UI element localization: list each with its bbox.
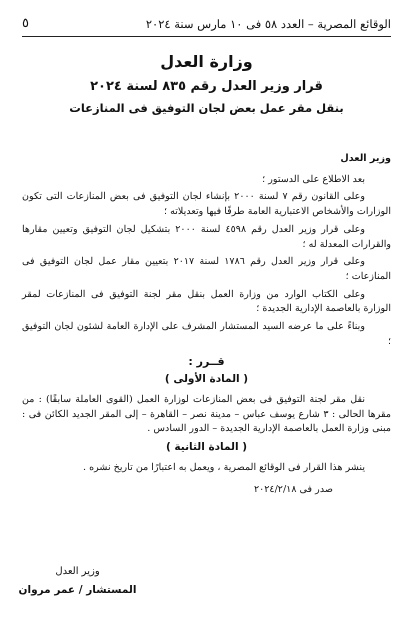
signature-role: وزير العدل xyxy=(55,566,100,577)
page-header xyxy=(22,12,391,37)
signature-block xyxy=(0,562,155,600)
gazette-title: الوقائع المصرية – العدد ٥٨ فى ١٠ مارس سنة ٢٠٢٤ xyxy=(145,17,391,31)
ministry-heading: وزارة العدل xyxy=(160,52,253,71)
decree-title: قرار وزير العدل رقم ٨٣٥ لسنة ٢٠٢٤ xyxy=(90,79,323,94)
article-1-text: نقل مقر لجنة التوفيق فى بعض المنازعات لوزارة العمل (القوى العاملة سابقًا) : من مقرها الحالى : ٣ شارع يوسف عباس – مدينة نصر – القاهرة – إلى المقر الجديد الكائن فى : مبنى وزارة العمل بالعاصمة الإدارية الجديدة – الدور السادس . xyxy=(22,393,391,435)
preamble-paragraph: وعلى قرار وزير العدل رقم ٤٥٩٨ لسنة ٢٠٠٠ بتشكيل لجان التوفيق وتعيين مقارها والقرارات المعدلة له ؛ xyxy=(22,223,391,250)
preamble-paragraph: بعد الاطلاع على الدستور ؛ xyxy=(262,173,365,185)
decree-titles xyxy=(0,48,413,118)
decided-heading: قــرر : xyxy=(188,355,225,369)
issued-date: صدر فى ٢٠٢٤/٢/١٨ xyxy=(253,484,333,496)
preamble-paragraph: وعلى قرار وزير العدل رقم ١٧٨٦ لسنة ٢٠١٧ بتعيين مقار عمل لجان التوفيق فى المنازعات ؛ xyxy=(22,256,391,282)
preamble-paragraph: وبناءً على ما عرضه السيد المستشار المشرف على الإدارة العامة لشئون لجان التوفيق ؛ xyxy=(22,321,391,347)
signature-name: المستشار / عمر مروان xyxy=(18,584,137,596)
article-2-heading: ( المادة الثانية ) xyxy=(165,440,248,453)
article-2-text: ينشر هذا القرار فى الوقائع المصرية ، ويعمل به اعتبارًا من تاريخ نشره . xyxy=(82,461,365,473)
issuer-label: وزير العدل xyxy=(340,153,391,164)
page-number: ٥ xyxy=(22,16,29,31)
preamble-paragraph: وعلى الكتاب الوارد من وزارة العمل بنقل مقر لجنة التوفيق فى المنازعات لمقر الوزارة بالعاصمة الإدارية الجديدة ؛ xyxy=(22,288,391,315)
preamble-paragraph: وعلى القانون رقم ٧ لسنة ٢٠٠٠ بإنشاء لجان التوفيق فى بعض المنازعات التى تكون الوزارات والأشخاص الاعتبارية العامة طرفًا فيها وتعديلاته ؛ xyxy=(22,191,391,218)
article-1-heading: ( المادة الأولى ) xyxy=(164,373,249,386)
decree-body xyxy=(22,152,391,498)
decree-subject: بنقل مقر عمل بعض لجان التوفيق فى المنازعات xyxy=(69,101,344,115)
